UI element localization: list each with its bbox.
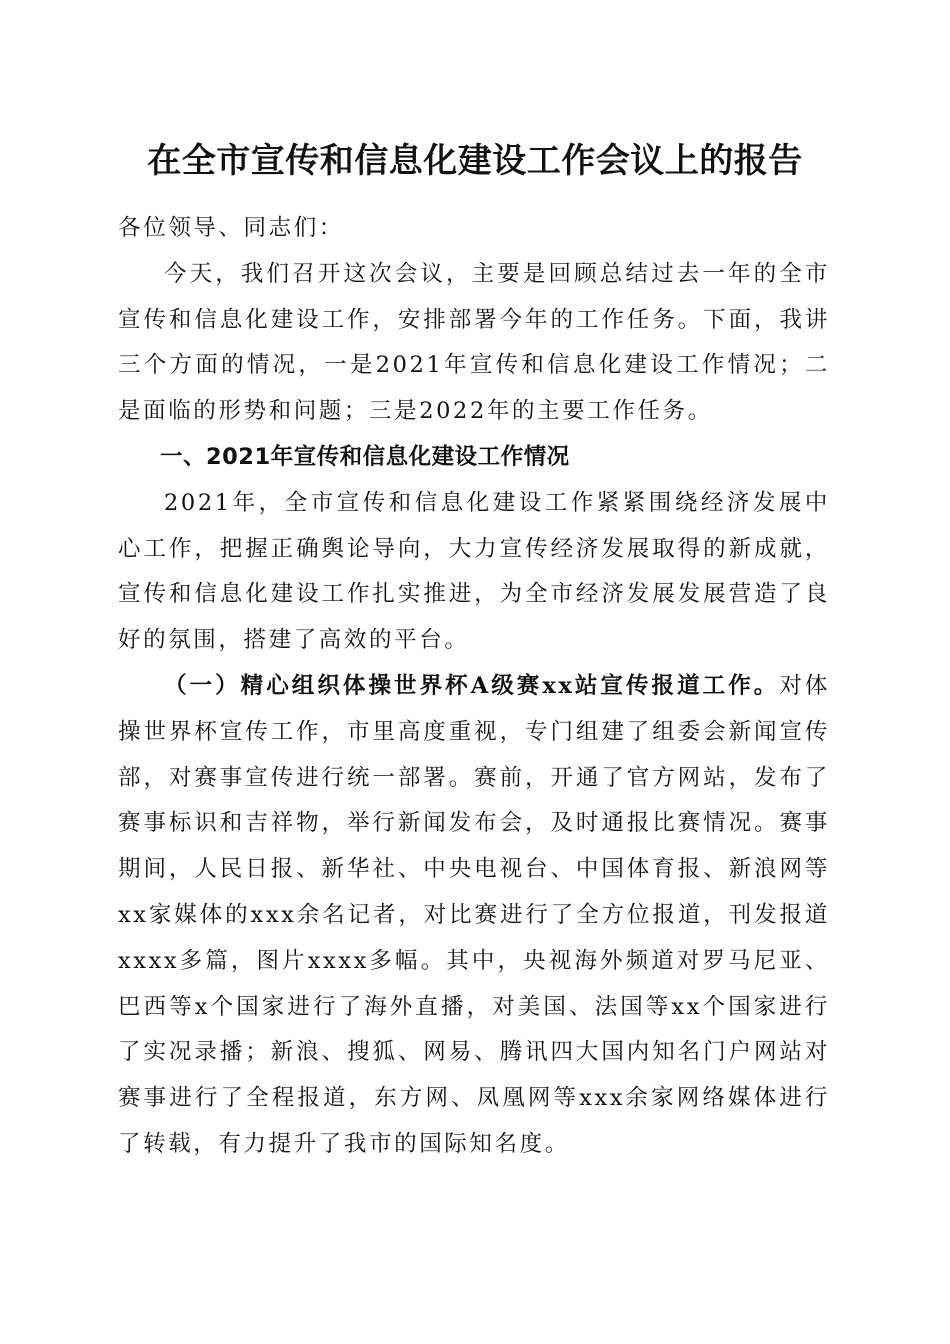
document-body [118, 206, 830, 1168]
document-title: 在全市宣传和信息化建设工作会议上的报告 [147, 141, 803, 181]
subsection1-paragraph [118, 664, 830, 1168]
subsection1-body: 对体操世界杯宣传工作，市里高度重视，专门组建了组委会新闻宣传部，对赛事宣传进行统一部署。赛前，开通了官方网站，发布了赛事标识和吉祥物，举行新闻发布会，及时通报比赛情况。赛事期间，人民日报、新华社、中央电视台、中国体育报、新浪网等xx家媒体的xxx余名记者，对比赛进行了全方位报道，刊发报道xxxx多篇，图片xxxx多幅。其中，央视海外频道对罗马尼亚、巴西等x个国家进行了海外直播，对美国、法国等xx个国家进行了实况录播；新浪、搜狐、网易、腾讯四大国内知名门户网站对赛事进行了全程报道，东方网、凤凰网等xxx余家网络媒体进行了转载，有力提升了我市的国际知名度。 [118, 672, 830, 1157]
subsection1-lead: （一）精心组织体操世界杯A级赛xx站宣传报道工作。 [164, 672, 780, 699]
salutation: 各位领导、同志们： [118, 215, 344, 241]
section-heading-1: 一、2021年宣传和信息化建设工作情况 [160, 443, 570, 470]
section1-paragraph: 2021年，全市宣传和信息化建设工作紧紧围绕经济发展中心工作，把握正确舆论导向，大力宣传经济发展取得的新成就，宣传和信息化建设工作扎实推进，为全市经济发展发展营造了良好的氛围，搭建了高效的平台。 [118, 489, 830, 654]
intro-paragraph: 今天，我们召开这次会议，主要是回顾总结过去一年的全市宣传和信息化建设工作，安排部署今年的工作任务。下面，我讲三个方面的情况，一是2021年宣传和信息化建设工作情况；二是面临的形势和问题；三是2022年的主要工作任务。 [118, 260, 830, 425]
